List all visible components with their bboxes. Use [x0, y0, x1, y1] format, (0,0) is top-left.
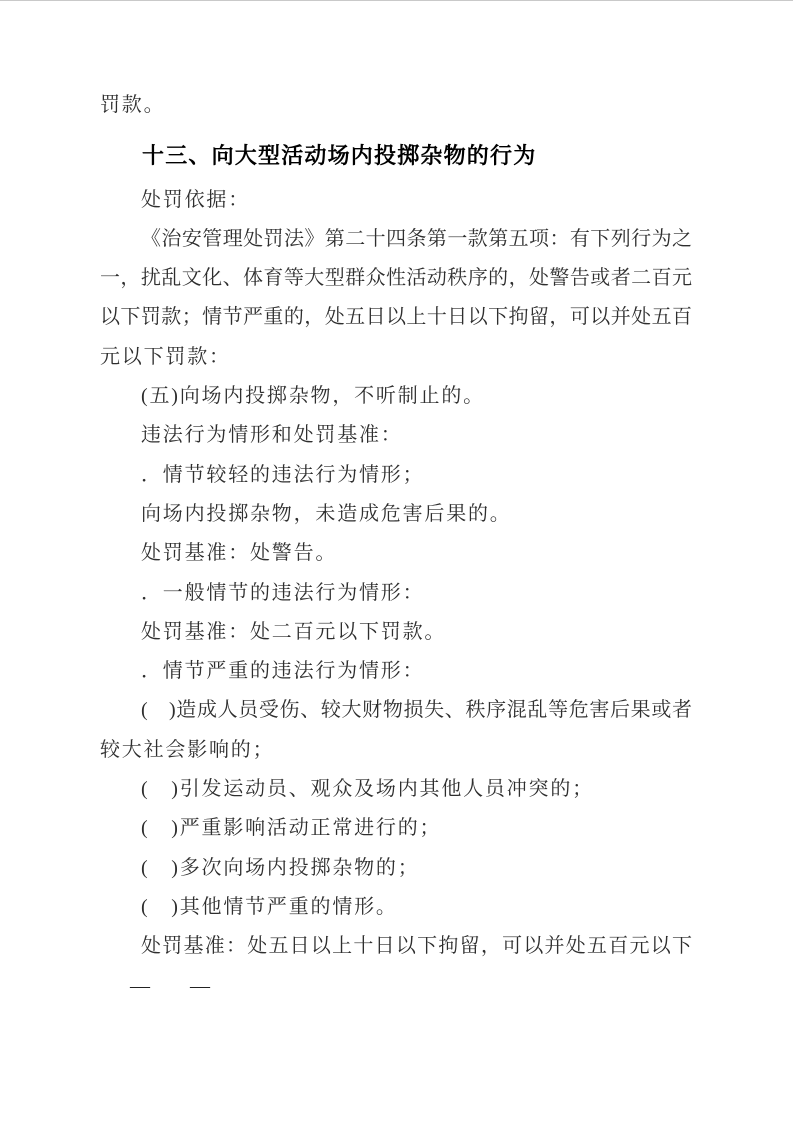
text-line: 处罚依据： — [141, 188, 250, 211]
page-number-footer: — — — [130, 974, 210, 997]
text-line: 元以下罚款： — [100, 345, 231, 368]
text-line: ．情节较轻的违法行为情形； — [141, 463, 425, 486]
text-line: ( )多次向场内投掷杂物的； — [141, 856, 420, 879]
text-line: 处罚基准：处警告。 — [141, 542, 338, 565]
paragraph-fragment: 罚款。 — [100, 94, 166, 116]
text-line: 处罚基准：处五日以上十日以下拘留，可以并处五百元以下 — [141, 935, 692, 958]
text-line: ( )造成人员受伤、较大财物损失、秩序混乱等危害后果或者 — [141, 699, 692, 722]
text-line: 以下罚款；情节严重的，处五日以上十日以下拘留，可以并处五百 — [100, 306, 692, 329]
text-line: 违法行为情形和处罚基准： — [141, 424, 403, 447]
text-line: 较大社会影响的； — [100, 738, 275, 761]
text-line: 一，扰乱文化、体育等大型群众性活动秩序的，处警告或者二百元 — [100, 267, 692, 290]
text-line: ．一般情节的违法行为情形： — [141, 581, 425, 604]
text-line: ( )其他情节严重的情形。 — [141, 895, 398, 918]
section-heading: 十三、向大型活动场内投掷杂物的行为 — [142, 143, 537, 169]
text-line: ( )严重影响活动正常进行的； — [141, 817, 442, 840]
text-line: ．情节严重的违法行为情形： — [141, 660, 425, 683]
text-line: 向场内投掷杂物，未造成危害后果的。 — [141, 502, 512, 525]
text-line: 《治安管理处罚法》第二十四条第一款第五项：有下列行为之 — [141, 227, 692, 250]
text-line: 处罚基准：处二百元以下罚款。 — [141, 620, 447, 643]
text-line: ( )引发运动员、观众及场内其他人员冲突的； — [141, 778, 594, 801]
page-content — [100, 86, 692, 1006]
text-line: (五)向场内投掷杂物，不听制止的。 — [141, 385, 485, 408]
body-lines-host — [100, 181, 692, 967]
scan-edge-artifact — [0, 0, 793, 1]
